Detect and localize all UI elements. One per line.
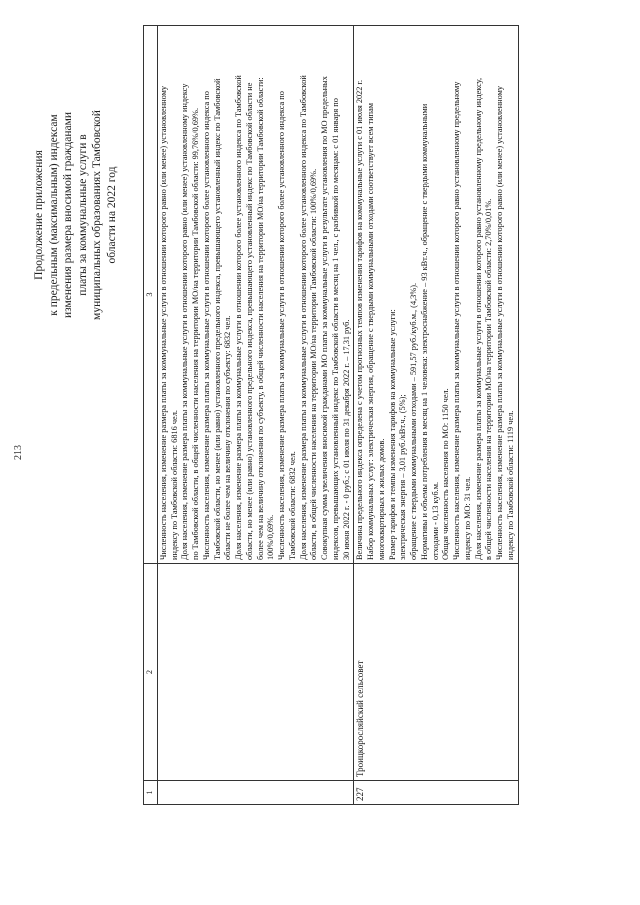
caption-line: Продолжение приложения [33,150,45,280]
description-line: индексу по Тамбовской области: 6816 чел. [169,410,179,560]
description-line: многоквартирных и жилых домов. [376,438,386,560]
caption-line: изменения размера вносимой гражданами [62,111,74,319]
description-line: области, в общей численности населения на территории МО/на территории Тамбовской области: 100%/0,69%. [309,168,319,560]
header-col-3: 3 [144,26,158,564]
description-line: Доля населения, изменение размера платы за коммунальные услуги в отношении которого равно (или менее) установленному индексу [180,83,190,560]
municipality-number [354,781,518,805]
description-line: индексов, превышающих установленный индекс по Тамбовской области в месяц на 1 чел., с разбивкой по месяцам: с 01 января по [330,98,340,560]
description-line: Численность населения, изменение размера платы за коммунальные услуги в отношении которого равно (или менее) установленному [495,86,504,560]
header-col-2: 2 [144,564,158,781]
description-line: Доля населения, изменение размера платы за коммунальные услуги в отношении которого равно установленному предельному индексу, [473,77,483,560]
table-row-227 [354,26,518,805]
row-name-cell [157,564,354,781]
description-line: области не более чем на величину отклонения по субъекту: 6832 чел. [223,315,233,560]
description-line: более чем на величину отклонения по субъекту, в общей численности населения на территории МО/на территории Тамбовской области: [255,77,265,560]
table-header-row [144,26,158,805]
description-line: Тамбовской области: 6832 чел. [287,451,297,560]
description-line: области, но менее (или равно) установленного предельного индекса, превышающего установленный индекс по Тамбовской области не [244,82,254,560]
description-line: Тамбовской области, но менее (или равно) установленного предельного индекса, превышающего установленный индекс по Тамбовской [212,78,222,560]
municipality-name-cell [354,564,518,781]
caption-line: к предельным (максимальным) индексам [47,114,60,316]
description-line: отходами - 0,13 куб.м. [430,481,440,560]
description-line: Численность населения, изменение размера платы за коммунальные услуги в отношении которого равно установленному предельному [452,81,461,560]
description-line: по Тамбовской области, в общей численности населения на территории МО/на территории Тамбовской области: 99,76%/0,69%. [191,107,200,560]
continued-table-row [157,26,354,805]
indices-table [143,25,519,805]
description-line: 30 июня 2022 г. - 0 руб.; с 01 июля по 31 декабря 2022 г. – 17,31 руб. [341,319,351,560]
description-line: обращение с твердыми коммунальными отходами – 591,57 руб./куб.м., (4,3%). [409,282,418,560]
page-number: 213 [13,445,24,460]
description-line: Общая численность населения по МО: 1150 чел. [441,388,451,560]
municipality-name: Троицкоросляйский сельсовет [355,660,366,777]
description-line: 100%/0,69%. [266,514,276,560]
appendix-caption [32,45,119,385]
description-line: индексу по Тамбовской области: 1119 чел. [505,410,515,560]
row-number-cell [157,781,354,805]
description-line: Совокупная сумма увеличения вносимой гражданами МО платы за коммунальные услуги в результате установления по МО предельных [320,76,329,560]
description-line: электрическая энергия – 3,01 руб./кВт.ч., (5%); [398,394,408,560]
description-line: Набор коммунальных услуг: электрическая энергия, обращение с твердыми коммунальными отходами соответствует всем типам [366,102,375,560]
municipality-description-cell [354,26,518,564]
description-line: Нормативы и объемы потребления в месяц на 1 человека: электроснабжение – 93 кВт.ч., обращение с твердыми коммунальными [419,103,429,560]
description-line: Численность населения, изменение размера платы за коммунальные услуги в отношении которого более установленного индекса по [277,91,286,560]
description-line: индексу по МО: 31 чел. [462,476,472,560]
caption-line: области на 2022 год [105,166,118,264]
description-line: в общей численности населения на территории МО/на территории Тамбовской области: 2,70%/0,01%. [484,198,494,560]
description-line: Численность населения, изменение размера платы за коммунальные услуги в отношении которого более установленного индекса по [201,91,211,560]
row-description-cell [157,26,354,564]
description-line: Численность населения, изменение размера платы за коммунальные услуги в отношении которого равно (или менее) установленному [158,86,168,560]
caption-line: муниципальных образованиях Тамбовской [91,110,103,320]
description-line: Размер тарифов и темпы изменения тарифов на коммунальные услуги: [387,309,397,560]
municipality-number-text: 227 [355,787,366,801]
description-line: Доля населения, изменение размера платы за коммунальные услуги в отношении которого более установленного индекса по Тамбовской [298,75,308,560]
caption-line: платы за коммунальные услуги в [76,134,89,296]
description-line: Величина предельного индекса определена с учетом прогнозных темпов изменения тарифов на коммунальные услуги с 01 июля 2022 г. [355,79,365,560]
header-col-1: 1 [144,781,158,805]
description-line: Доля населения, изменение размера платы за коммунальные услуги в отношении которого более установленного индекса по Тамбовской [234,75,243,560]
